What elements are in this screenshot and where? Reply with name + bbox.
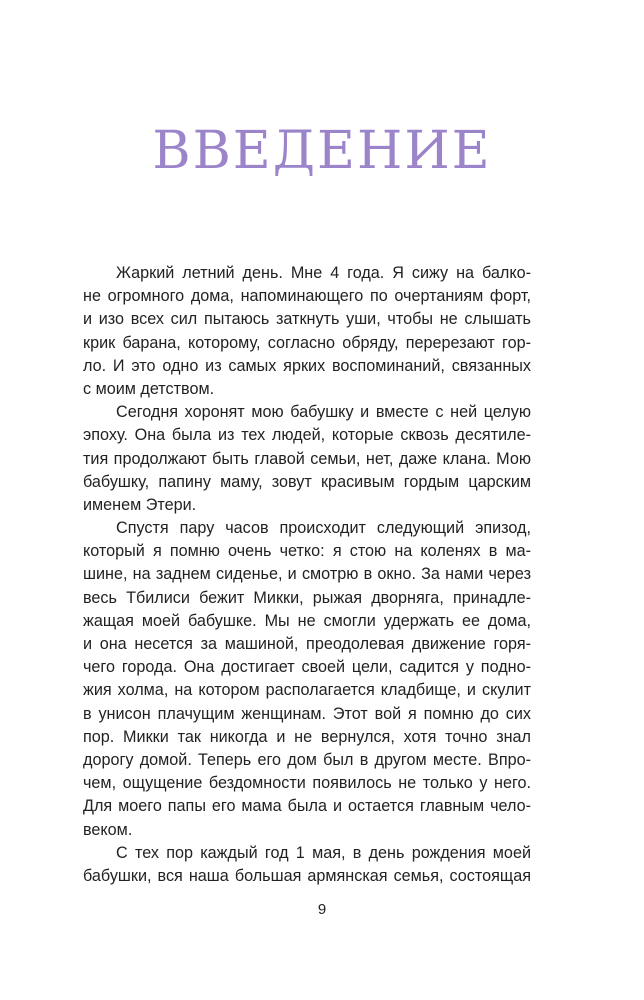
text-line: бабушку, папину маму, зовут красивым гордым царским: [83, 472, 531, 491]
paragraph-last-line: веком.: [83, 820, 133, 839]
paragraph-first-line: Жаркий летний день. Мне 4 года. Я сижу на балко-: [116, 264, 531, 282]
page-number: 9: [317, 901, 327, 918]
text-line: чем, ощущение бездомности появилось не только у него.: [83, 774, 531, 793]
text-line: пор. Микки так никогда и не вернулся, хотя точно знал: [83, 727, 531, 746]
text-line: жащая моей бабушке. Мы не смогли удержать ее дома,: [83, 611, 531, 630]
text-line: бабушки, вся наша большая армянская семья, состоящая: [83, 866, 531, 885]
paragraph-first-line: Сегодня хоронят мою бабушку и вместе с ней целую: [116, 403, 531, 422]
text-line: шине, на заднем сиденье, и смотрю в окно. За нами через: [83, 565, 531, 584]
paragraph-last-line: с моим детством.: [83, 379, 215, 398]
text-line: крик барана, которому, согласно обряду, перерезают гор-: [83, 333, 531, 352]
text-line: ло. И это одно из самых ярких воспоминаний, связанных: [83, 356, 531, 375]
paragraph-first-line: С тех пор каждый год 1 мая, в день рождения моей: [116, 843, 531, 862]
text-line: жия холма, на котором располагается кладбище, и скулит: [83, 681, 531, 700]
text-line: и изо всех сил пытаюсь заткнуть уши, чтобы не слышать: [83, 310, 531, 329]
text-line: весь Тбилиси бежит Микки, рыжая дворняга, принадле-: [83, 588, 531, 607]
text-line: и она несется за машиной, преодолевая движение горя-: [83, 635, 531, 653]
text-line: который я помню очень четко: я стою на коленях в ма-: [83, 542, 531, 561]
text-line: дорогу домой. Теперь его дом был в другом месте. Впро-: [83, 750, 531, 769]
paragraph-last-line: именем Этери.: [83, 495, 197, 514]
chapter-heading: ВВЕДЕНИЕ: [152, 121, 492, 181]
text-line: эпоху. Она была из тех людей, которые сквозь десятиле-: [83, 426, 531, 445]
text-line: Для моего папы его мама была и остается главным чело-: [83, 797, 531, 816]
text-line: в унисон плачущим женщинам. Этот вой я помню до сих: [83, 704, 531, 723]
text-line: не огромного дома, напоминающего по очертаниям форт,: [83, 287, 531, 306]
paragraph-first-line: Спустя пару часов происходит следующий эпизод,: [116, 519, 531, 538]
text-line: чего города. Она достигает своей цели, садится у подно-: [83, 658, 531, 677]
text-line: тия продолжают быть главой семьи, нет, даже клана. Мою: [83, 449, 531, 468]
body-text: [83, 262, 531, 888]
